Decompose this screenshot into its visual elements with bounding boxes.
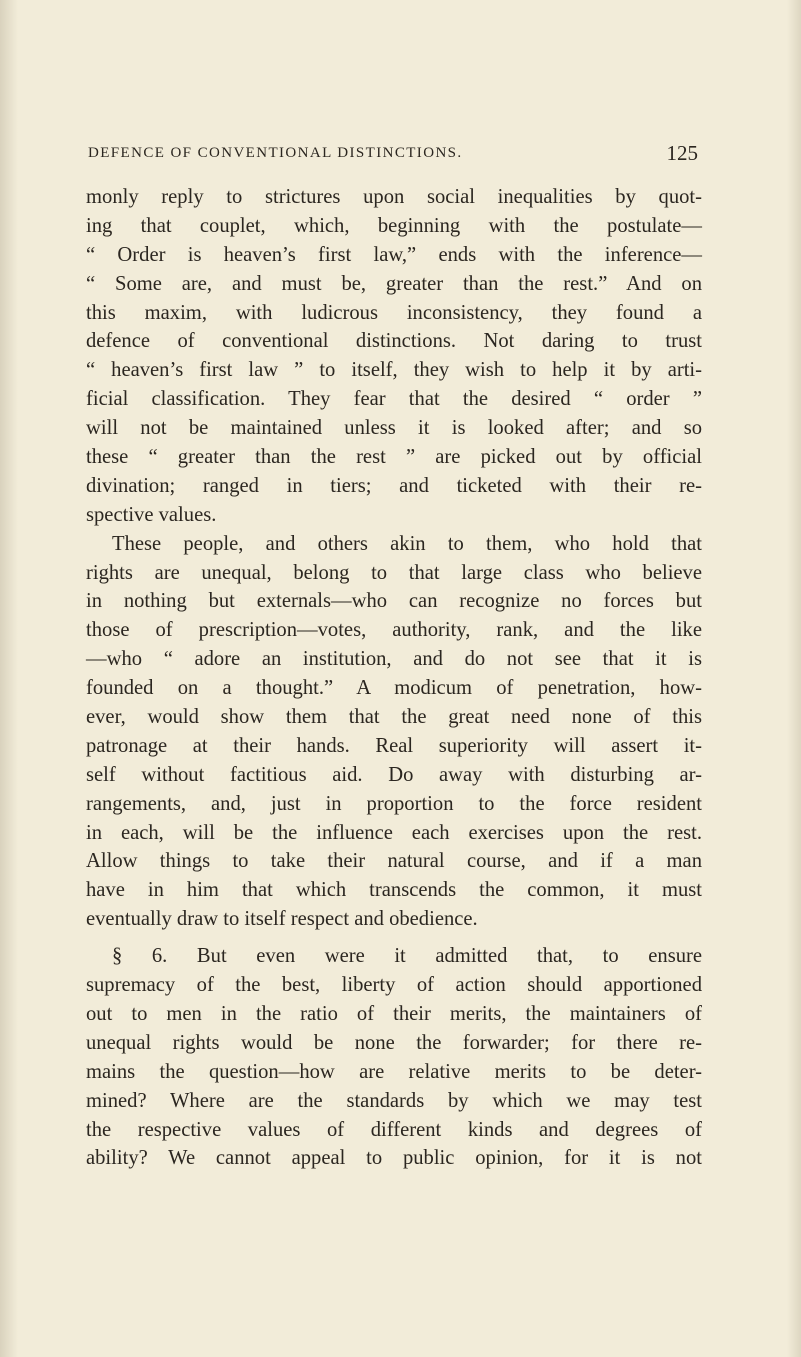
text-line: the respective values of different kinds and degrees of — [86, 1118, 702, 1141]
text-line: “ Some are, and must be, greater than the rest.” And on — [86, 272, 702, 295]
running-title: DEFENCE OF CONVENTIONAL DISTINCTIONS. — [88, 145, 463, 161]
paragraph-2 — [86, 530, 702, 934]
text-line: founded on a thought.” A modicum of penetration, how- — [86, 677, 702, 700]
page-header — [88, 141, 698, 169]
text-line: These people, and others akin to them, who hold that — [112, 532, 702, 555]
page-number: 125 — [666, 141, 698, 165]
text-line: rights are unequal, belong to that large class who believe — [86, 561, 702, 584]
text-line: “ heaven’s first law ” to itself, they wish to help it by arti- — [86, 359, 702, 382]
text-line: self without factitious aid. Do away with disturbing ar- — [86, 763, 702, 786]
text-line: in nothing but externals—who can recognize no forces but — [86, 590, 702, 613]
text-line: monly reply to strictures upon social inequalities by quot- — [86, 186, 702, 208]
text-line: this maxim, with ludicrous inconsistency, they found a — [86, 301, 702, 324]
text-line: out to men in the ratio of their merits, the maintainers of — [86, 1002, 702, 1025]
text-line: supremacy of the best, liberty of action should apportioned — [86, 974, 702, 997]
text-line: ever, would show them that the great need none of this — [86, 706, 702, 729]
text-line: § 6. But even were it admitted that, to ensure — [112, 945, 702, 968]
text-line: rangements, and, just in proportion to the force resident — [86, 792, 702, 815]
text-line: will not be maintained unless it is looked after; and so — [86, 417, 702, 440]
body-text — [86, 183, 702, 1173]
text-line: mined? Where are the standards by which we may test — [86, 1089, 702, 1112]
text-line: “ Order is heaven’s first law,” ends with the inference— — [86, 243, 702, 266]
page-edge-shadow-right — [787, 0, 801, 1357]
text-line: defence of conventional distinctions. Not daring to trust — [86, 330, 702, 353]
text-line: have in him that which transcends the common, it must — [86, 879, 702, 902]
text-line: patronage at their hands. Real superiority will assert it- — [86, 734, 702, 757]
text-line: —who “ adore an institution, and do not see that it is — [86, 648, 702, 671]
paragraph-3 — [86, 942, 702, 1173]
text-line: Allow things to take their natural course, and if a man — [86, 850, 702, 873]
text-line: these “ greater than the rest ” are picked out by official — [86, 446, 702, 469]
text-line: those of prescription—votes, authority, rank, and the like — [86, 619, 702, 642]
text-line: ability? We cannot appeal to public opinion, for it is not — [86, 1147, 702, 1170]
text-line: unequal rights would be none the forwarder; for there re- — [86, 1031, 702, 1054]
text-line: spective values. — [86, 503, 217, 526]
text-line: ing that couplet, which, beginning with the postulate— — [86, 214, 702, 237]
text-line: ficial classification. They fear that the desired “ order ” — [86, 388, 702, 411]
text-line: in each, will be the influence each exercises upon the rest. — [86, 821, 702, 844]
text-line: mains the question—how are relative merits to be deter- — [86, 1060, 702, 1083]
text-line: divination; ranged in tiers; and ticketed with their re- — [86, 474, 702, 497]
text-line: eventually draw to itself respect and obedience. — [86, 908, 478, 931]
page-edge-shadow-left — [0, 0, 18, 1357]
paragraph-1 — [86, 183, 702, 530]
